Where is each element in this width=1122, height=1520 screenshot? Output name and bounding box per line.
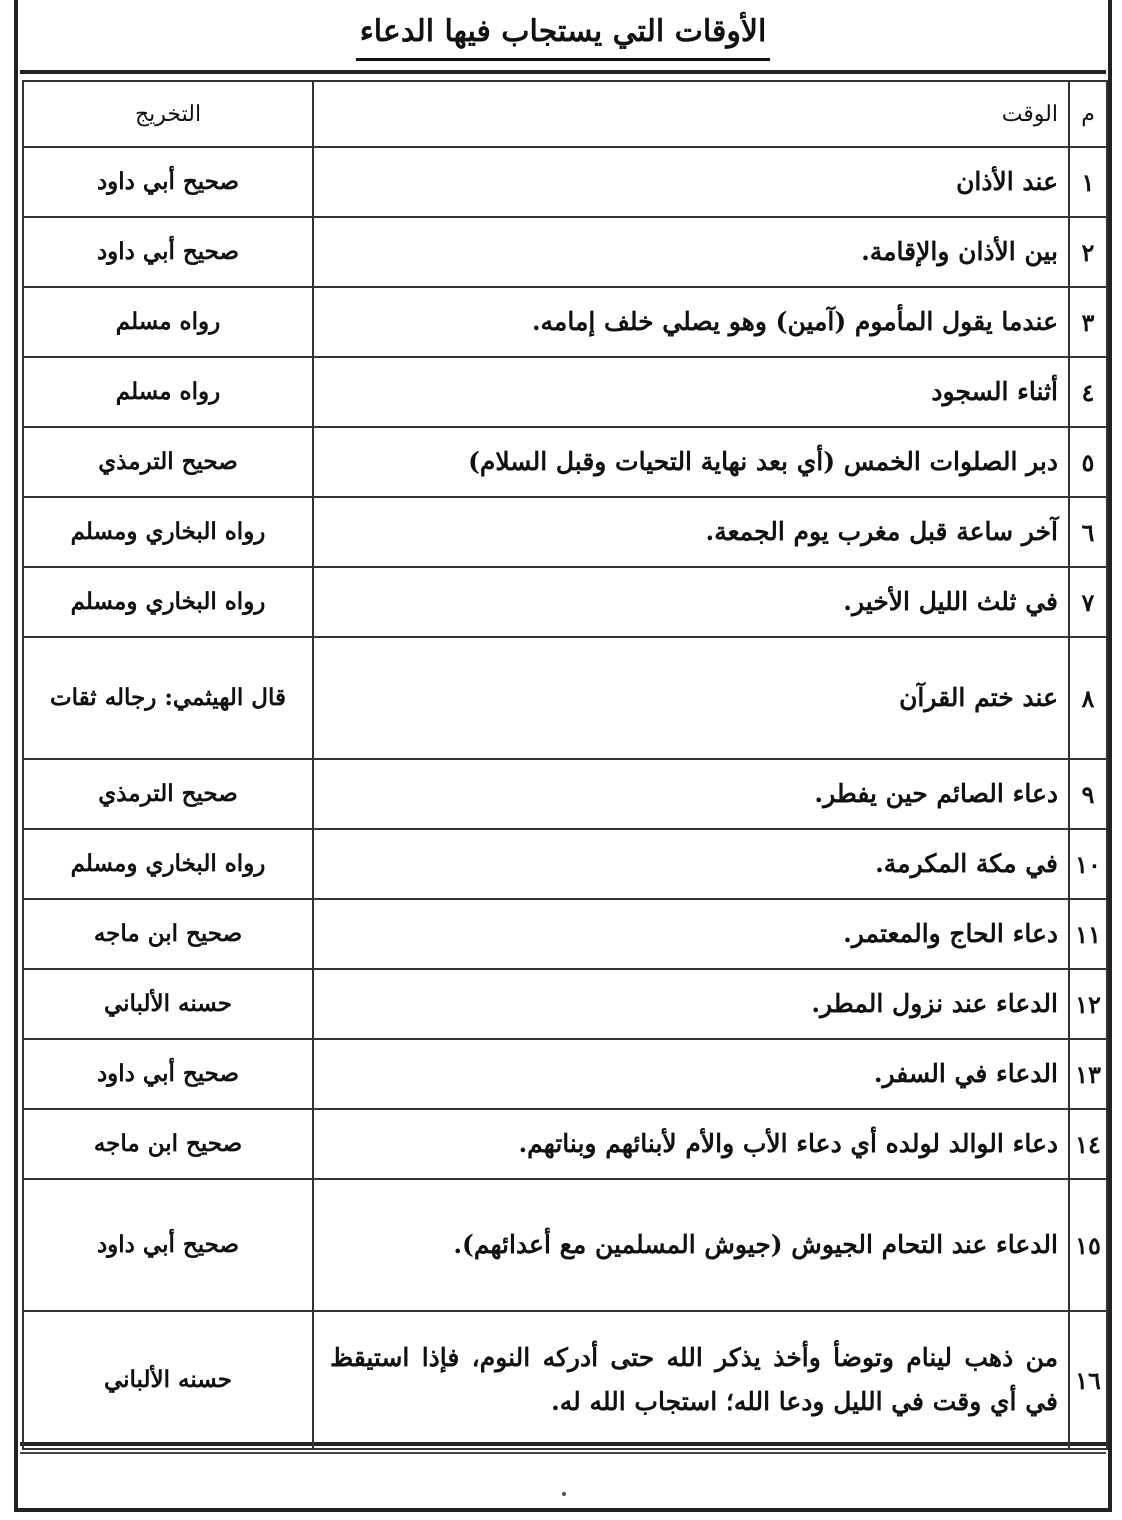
row-num: ٨ (1069, 637, 1107, 759)
row-num: ١١ (1069, 899, 1107, 969)
row-num: ١٢ (1069, 969, 1107, 1039)
row-time: دعاء الوالد لولده أي دعاء الأب والأم لأبنائهم وبناتهم. (313, 1109, 1069, 1179)
table-row (23, 567, 1107, 637)
row-source: صحيح أبي داود (23, 147, 313, 217)
table-row (23, 1311, 1107, 1449)
table-row (23, 1179, 1107, 1311)
row-time: عند الأذان (313, 147, 1069, 217)
row-source: صحيح أبي داود (23, 1179, 313, 1311)
row-time: دعاء الصائم حين يفطر. (313, 759, 1069, 829)
row-time: الدعاء في السفر. (313, 1039, 1069, 1109)
row-time: بين الأذان والإقامة. (313, 217, 1069, 287)
table-row (23, 147, 1107, 217)
row-source: صحيح الترمذي (23, 427, 313, 497)
table-row (23, 969, 1107, 1039)
table-row (23, 287, 1107, 357)
row-source: صحيح ابن ماجه (23, 1109, 313, 1179)
prayer-times-table (22, 80, 1108, 1450)
title-area (18, 8, 1108, 70)
header-num: م (1069, 81, 1107, 147)
row-num: ٧ (1069, 567, 1107, 637)
row-num: ٣ (1069, 287, 1107, 357)
row-num: ١ (1069, 147, 1107, 217)
row-source: قال الهيثمي: رجاله ثقات (23, 637, 313, 759)
table-row (23, 217, 1107, 287)
row-time: الدعاء عند التحام الجيوش (جيوش المسلمين مع أعدائهم). (313, 1179, 1069, 1311)
row-source: صحيح الترمذي (23, 759, 313, 829)
table-row (23, 829, 1107, 899)
row-source: صحيح أبي داود (23, 217, 313, 287)
page-frame (14, 0, 1112, 1512)
table-row (23, 497, 1107, 567)
table-row (23, 1039, 1107, 1109)
row-num: ١٥ (1069, 1179, 1107, 1311)
table-header-row (23, 81, 1107, 147)
row-time: آخر ساعة قبل مغرب يوم الجمعة. (313, 497, 1069, 567)
row-source: صحيح ابن ماجه (23, 899, 313, 969)
table-row (23, 1109, 1107, 1179)
row-source: حسنه الألباني (23, 969, 313, 1039)
row-num: ٦ (1069, 497, 1107, 567)
row-source: رواه مسلم (23, 357, 313, 427)
row-source: صحيح أبي داود (23, 1039, 313, 1109)
row-time: في ثلث الليل الأخير. (313, 567, 1069, 637)
table-row (23, 759, 1107, 829)
table-row (23, 637, 1107, 759)
row-num: ٥ (1069, 427, 1107, 497)
table-row (23, 427, 1107, 497)
row-time: أثناء السجود (313, 357, 1069, 427)
row-time: في مكة المكرمة. (313, 829, 1069, 899)
row-time: عند ختم القرآن (313, 637, 1069, 759)
page-title: الأوقات التي يستجاب فيها الدعاء (356, 8, 771, 61)
page-footer (20, 1452, 1106, 1506)
header-time: الوقت (313, 81, 1069, 147)
table-row (23, 899, 1107, 969)
row-source: رواه البخاري ومسلم (23, 567, 313, 637)
row-time: دبر الصلوات الخمس (أي بعد نهاية التحيات وقبل السلام) (313, 427, 1069, 497)
page-mark (562, 1492, 566, 1496)
table-row (23, 357, 1107, 427)
table-container (20, 70, 1106, 1446)
row-num: ١٤ (1069, 1109, 1107, 1179)
row-source: رواه مسلم (23, 287, 313, 357)
row-source: رواه البخاري ومسلم (23, 497, 313, 567)
row-num: ٩ (1069, 759, 1107, 829)
row-time: عندما يقول المأموم (آمين) وهو يصلي خلف إمامه. (313, 287, 1069, 357)
row-num: ٤ (1069, 357, 1107, 427)
row-time: الدعاء عند نزول المطر. (313, 969, 1069, 1039)
row-num: ١٠ (1069, 829, 1107, 899)
row-num: ١٣ (1069, 1039, 1107, 1109)
row-source: حسنه الألباني (23, 1311, 313, 1449)
row-time: دعاء الحاج والمعتمر. (313, 899, 1069, 969)
row-source: رواه البخاري ومسلم (23, 829, 313, 899)
row-time: من ذهب لينام وتوضأ وأخذ يذكر الله حتى أدركه النوم، فإذا استيقظ في أي وقت في الليل ودعا الله؛ استجاب الله له. (313, 1311, 1069, 1449)
row-num: ١٦ (1069, 1311, 1107, 1449)
row-num: ٢ (1069, 217, 1107, 287)
header-source: التخريج (23, 81, 313, 147)
